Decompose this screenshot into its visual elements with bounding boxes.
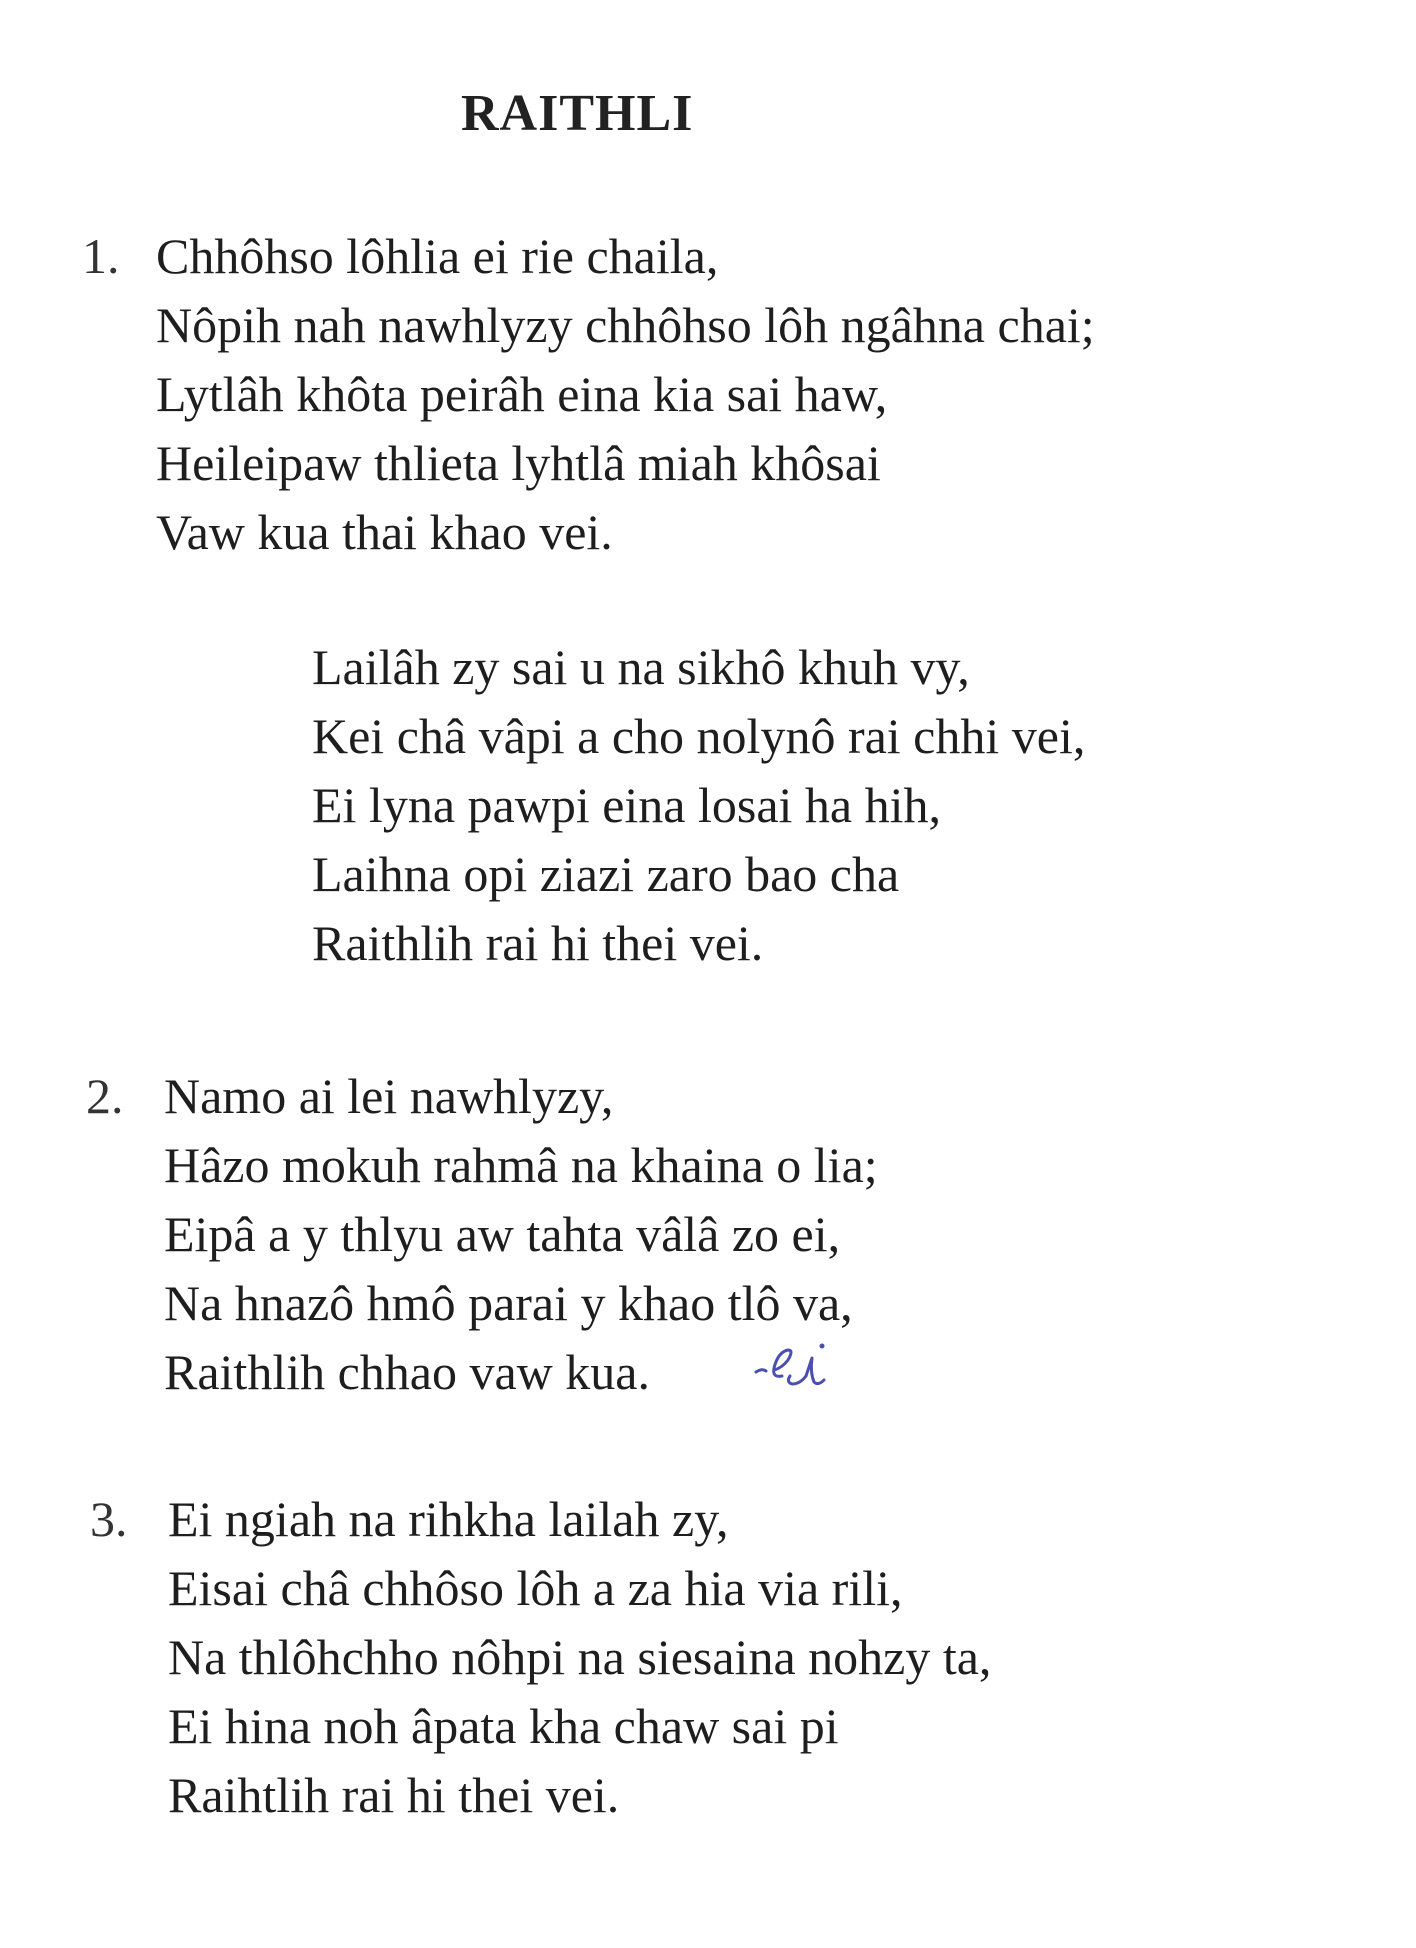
verse-line: Nôpih nah nawhlyzy chhôhso lôh ngâhna chai; bbox=[156, 297, 1095, 353]
verse-line: Ei ngiah na rihkha lailah zy, bbox=[168, 1491, 729, 1547]
verse-line: Raihtlih rai hi thei vei. bbox=[168, 1767, 620, 1823]
verse-line: Chhôhso lôhlia ei rie chaila, bbox=[156, 228, 719, 284]
verse-lines bbox=[168, 1485, 991, 1830]
handwriting-glyph bbox=[756, 1350, 824, 1384]
verse-line: Eisai châ chhôso lôh a za hia via rili, bbox=[168, 1560, 903, 1616]
handwritten-annotation bbox=[752, 1338, 832, 1390]
verse-lines bbox=[156, 222, 1095, 567]
verse-line: Na thlôhchho nôhpi na siesaina nohzy ta, bbox=[168, 1629, 992, 1685]
chorus-line: Raithlih rai hi thei vei. bbox=[312, 915, 764, 971]
handwriting-dot bbox=[820, 1344, 825, 1349]
chorus-line: Kei châ vâpi a cho nolynô rai chhi vei, bbox=[312, 708, 1086, 764]
verse-number: 3. bbox=[90, 1491, 128, 1547]
verse-line: Eipâ a y thlyu aw tahta vâlâ zo ei, bbox=[164, 1206, 841, 1262]
verse-line: Hâzo mokuh rahmâ na khaina o lia; bbox=[164, 1137, 878, 1193]
verse-number: 1. bbox=[82, 228, 120, 284]
verse-line: Lytlâh khôta peirâh eina kia sai haw, bbox=[156, 366, 888, 422]
song-title: RAITHLI bbox=[461, 85, 694, 142]
chorus-lines bbox=[312, 633, 1085, 978]
chorus-line: Lailâh zy sai u na sikhô khuh vy, bbox=[312, 639, 970, 695]
chorus-line: Ei lyna pawpi eina losai ha hih, bbox=[312, 777, 942, 833]
verse-line: Heileipaw thlieta lyhtlâ miah khôsai bbox=[156, 435, 881, 491]
verse-number: 2. bbox=[86, 1068, 124, 1124]
verse-line: Vaw kua thai khao vei. bbox=[156, 504, 613, 560]
verse-line: Namo ai lei nawhlyzy, bbox=[164, 1068, 614, 1124]
verse-line: Na hnazô hmô parai y khao tlô va, bbox=[164, 1275, 853, 1331]
verse-line: Raithlih chhao vaw kua. bbox=[164, 1344, 650, 1400]
verse-line: Ei hina noh âpata kha chaw sai pi bbox=[168, 1698, 839, 1754]
chorus-line: Laihna opi ziazi zaro bao cha bbox=[312, 846, 900, 902]
